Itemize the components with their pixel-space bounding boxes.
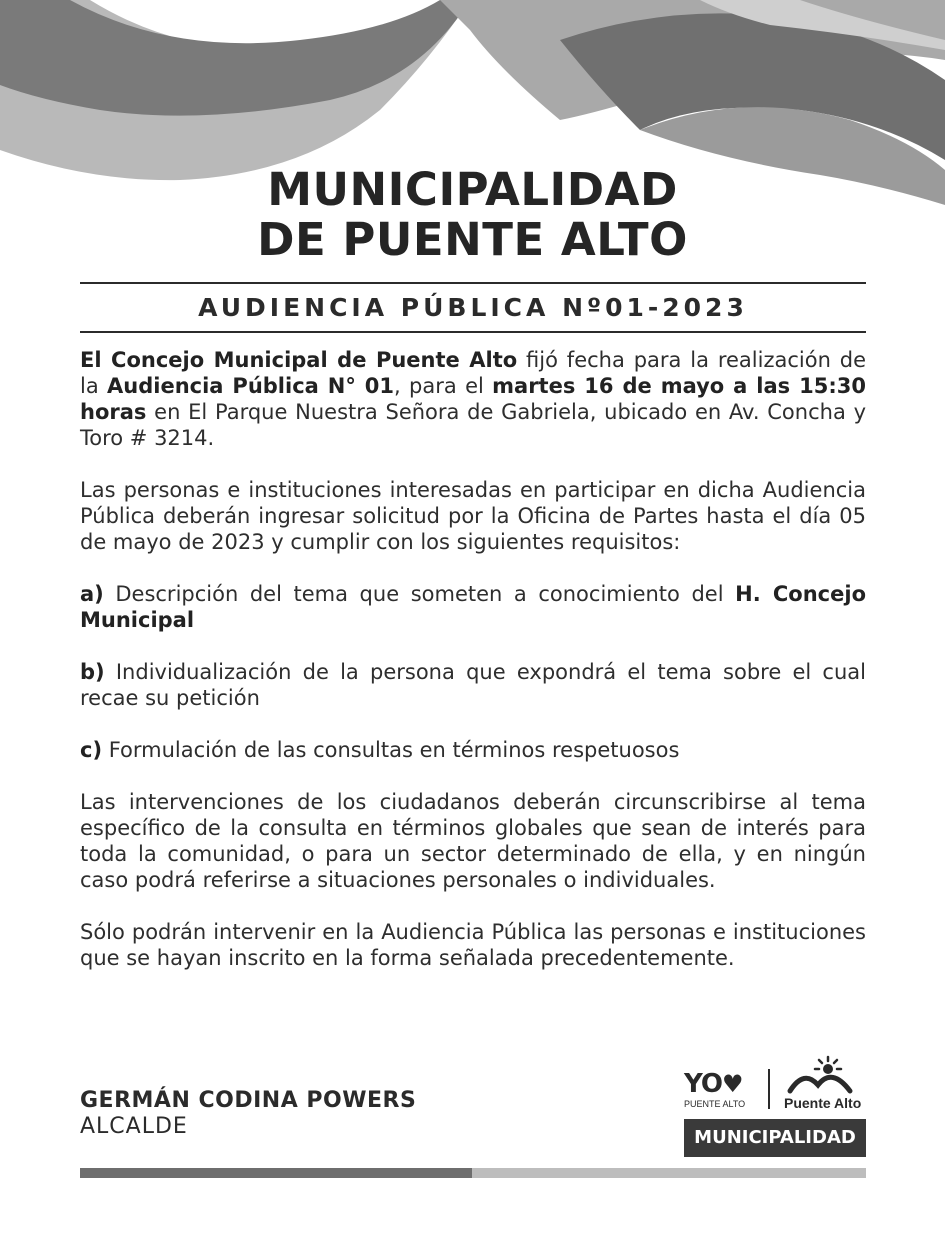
requirement-letter: c) bbox=[80, 738, 103, 762]
municipal-logos bbox=[684, 1055, 866, 1157]
requirement-c bbox=[80, 737, 866, 763]
heart-icon: ♥ bbox=[722, 1070, 743, 1098]
yo-logo-subtitle: PUENTE ALTO bbox=[684, 1099, 746, 1109]
requirement-letter: a) bbox=[80, 582, 104, 606]
yo-puente-alto-logo bbox=[684, 1069, 743, 1099]
puente-alto-logo-text: Puente Alto bbox=[784, 1095, 862, 1111]
text-span: fijó fecha para la realización de la bbox=[80, 348, 866, 398]
signature-name: GERMÁN CODINA POWERS bbox=[80, 1088, 417, 1113]
requirement-b bbox=[80, 659, 866, 711]
ribbon-dark-left bbox=[0, 0, 470, 116]
document-subtitle: AUDIENCIA PÚBLICA Nº01-2023 bbox=[198, 293, 748, 322]
logo-separator bbox=[768, 1069, 770, 1109]
signature-block bbox=[80, 1088, 416, 1140]
body-content bbox=[80, 347, 866, 997]
paragraph-requirements-intro: Las personas e instituciones interesadas en participar en dicha Audiencia Pública deberán ingresar solicitud por la Oficina de Partes hasta el día 05 de mayo de 2023 y cumplir con los siguientes requisitos: bbox=[80, 478, 866, 554]
paragraph-registration: Sólo podrán intervenir en la Audiencia Pública las personas e instituciones que se hayan inscrito en la forma señalada precedentemente. bbox=[80, 920, 866, 970]
signature-role: ALCALDE bbox=[80, 1114, 188, 1139]
page-title-line1: MUNICIPALIDAD bbox=[267, 163, 678, 216]
text-span: en El Parque Nuestra Señora de Gabriela, ubicado en Av. Concha y Toro # 3214. bbox=[80, 400, 866, 450]
footer-bar-dark bbox=[80, 1168, 472, 1178]
bold-date-time: martes 16 de mayo a las 15:30 horas bbox=[80, 374, 866, 424]
yo-text: YO bbox=[684, 1069, 723, 1099]
puente-alto-sun-bridge-icon bbox=[784, 1055, 866, 1095]
requirement-letter: b) bbox=[80, 660, 105, 684]
bold-concejo: El Concejo Municipal de Puente Alto bbox=[80, 348, 518, 372]
footer-bar-light bbox=[472, 1168, 866, 1178]
requirement-a bbox=[80, 581, 866, 633]
paragraph-intro bbox=[80, 347, 866, 451]
municipalidad-badge: MUNICIPALIDAD bbox=[684, 1119, 866, 1157]
requirement-bold: H. Concejo Municipal bbox=[80, 582, 866, 632]
requirement-text: Formulación de las consultas en términos respetuosos bbox=[102, 738, 680, 762]
page-title-line2: DE PUENTE ALTO bbox=[257, 213, 688, 266]
text-span: , para el bbox=[394, 374, 493, 398]
bottom-divider bbox=[80, 331, 866, 333]
top-divider bbox=[80, 282, 866, 284]
requirement-text: Descripción del tema que someten a conocimiento del bbox=[103, 582, 736, 606]
requirement-text: Individualización de la persona que expondrá el tema sobre el cual recae su petición bbox=[80, 660, 866, 710]
bold-audiencia: Audiencia Pública N° 01 bbox=[107, 374, 395, 398]
paragraph-interventions: Las intervenciones de los ciudadanos deberán circunscribirse al tema específico de la consulta en términos globales que sean de interés para toda la comunidad, o para un sector determinado de ella, y en ningún caso podrá referirse a situaciones personales o individuales. bbox=[80, 790, 866, 892]
